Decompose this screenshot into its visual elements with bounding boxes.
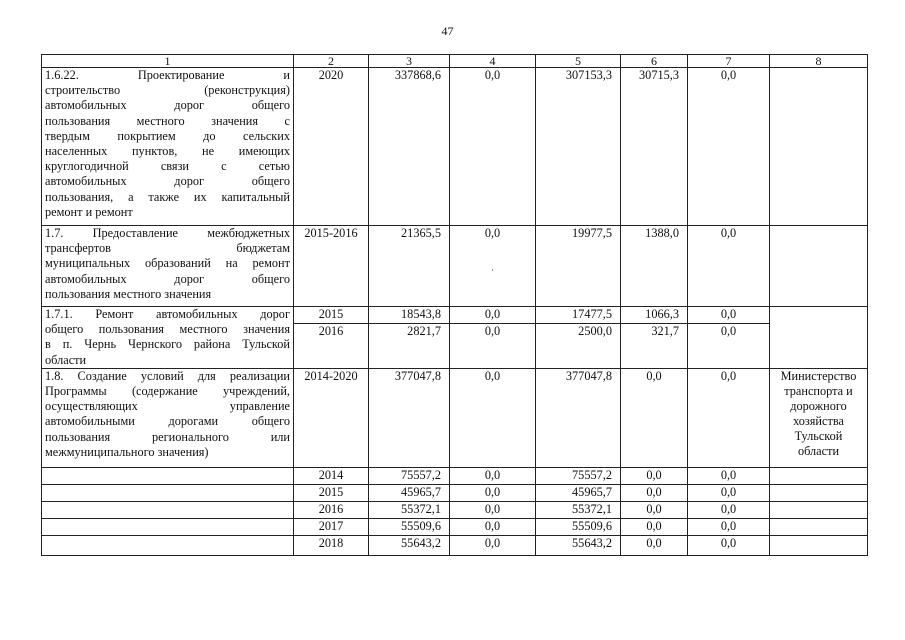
item-description: [42, 368, 294, 467]
value-cell: 0,0: [621, 518, 688, 535]
executor-cell: [770, 501, 868, 518]
program-table: [41, 54, 868, 556]
text-line: автомобильными дорогами общего: [45, 414, 290, 429]
value-cell: 0,0: [450, 484, 536, 501]
table-row: [42, 226, 868, 307]
value-cell: 0,0: [688, 307, 770, 324]
table-row: [42, 501, 868, 518]
text-line: пользования местного значения: [45, 286, 212, 301]
text-line: 1.7.1. Ремонт автомобильных дорог: [45, 307, 290, 321]
value-cell: 45965,7: [369, 484, 450, 501]
value-cell: 0,0: [688, 467, 770, 484]
value-cell: 0,0: [621, 484, 688, 501]
value-cell: 0,0: [450, 535, 536, 555]
value-cell: 19977,5: [536, 226, 621, 307]
table-row: [42, 484, 868, 501]
period-cell: 2014-2020: [294, 368, 369, 467]
text-line: пользования, а также их капитальный: [45, 189, 290, 204]
text-line: межмуниципального значения): [45, 444, 209, 459]
executor-cell: [770, 535, 868, 555]
empty-description: [42, 501, 294, 518]
value-cell: 1066,3: [621, 307, 688, 324]
value-cell: 0,0: [450, 324, 536, 369]
executor-cell: [770, 467, 868, 484]
table-row: [42, 535, 868, 555]
empty-description: [42, 518, 294, 535]
text-line: круглогодичной связи с сетью: [45, 159, 290, 174]
period-cell: 2015: [294, 484, 369, 501]
value-cell: 0,0: [688, 68, 770, 226]
table-row: [42, 368, 868, 467]
header-cell: 7: [688, 55, 770, 68]
value-cell: 55372,1: [369, 501, 450, 518]
value-cell: 337868,6: [369, 68, 450, 226]
value-cell: 0,0: [450, 307, 536, 324]
value-cell: 0,0: [621, 467, 688, 484]
period-cell: 2015: [294, 307, 369, 324]
executor-cell: [770, 226, 868, 307]
value-cell: 307153,3: [536, 68, 621, 226]
text-line: твердым покрытием до сельских: [45, 128, 290, 143]
period-cell: 2016: [294, 501, 369, 518]
text-line: муниципальных образований на ремонт: [45, 256, 290, 271]
value-cell: 0,0: [450, 467, 536, 484]
text-line: Программы (содержание учреждений,: [45, 384, 290, 399]
text-line: в п. Чернь Чернского района Тульской: [45, 337, 290, 352]
table-row: [42, 467, 868, 484]
text-line: автомобильных дорог общего: [45, 271, 290, 286]
item-description: [42, 307, 294, 369]
header-row: [42, 55, 868, 68]
value-cell: 0,0: [688, 324, 770, 369]
text-line: трансфертов бюджетам: [45, 241, 290, 256]
value-cell: 75557,2: [536, 467, 621, 484]
value-cell: 1388,0: [621, 226, 688, 307]
item-description: [42, 68, 294, 226]
header-cell: 8: [770, 55, 868, 68]
executor-cell: [770, 518, 868, 535]
value-cell: 321,7: [621, 324, 688, 369]
value-cell: 55643,2: [536, 535, 621, 555]
text-line: области: [45, 352, 87, 367]
value-cell: 0,0: [450, 68, 536, 226]
header-cell: 2: [294, 55, 369, 68]
period-cell: 2018: [294, 535, 369, 555]
table-row: [42, 68, 868, 226]
value-cell: 17477,5: [536, 307, 621, 324]
value-cell: 55509,6: [369, 518, 450, 535]
value-cell: 0,0: [688, 501, 770, 518]
text-line: пользования местного значения с: [45, 113, 290, 128]
period-cell: 2016: [294, 324, 369, 369]
value-cell: 75557,2: [369, 467, 450, 484]
text-line: населенных пунктов, не имеющих: [45, 144, 290, 159]
table-row: [42, 307, 868, 324]
value-cell: 18543,8: [369, 307, 450, 324]
header-cell: 6: [621, 55, 688, 68]
value-cell: 0,0: [450, 368, 536, 467]
header-cell: 5: [536, 55, 621, 68]
text-line: общего пользования местного значения: [45, 322, 290, 337]
empty-description: [42, 535, 294, 555]
text-line: 1.8. Создание условий для реализации: [45, 368, 290, 383]
value-cell: 0,0: [688, 518, 770, 535]
text-line: автомобильных дорог общего: [45, 98, 290, 113]
executor-cell: [770, 484, 868, 501]
value-cell: 2500,0: [536, 324, 621, 369]
value-cell: 0,0: [621, 501, 688, 518]
text-line: осуществляющих управление: [45, 399, 290, 414]
text-line: пользования регионального или: [45, 429, 290, 444]
empty-description: [42, 484, 294, 501]
table-row: [42, 518, 868, 535]
value-cell: 0,0: [688, 226, 770, 307]
text-line: автомобильных дорог общего: [45, 174, 290, 189]
value-cell: 0,0: [688, 484, 770, 501]
executor-cell: Министерство транспорта и дорожного хозяйства Тульской области: [770, 368, 868, 467]
scan-mark: ·: [491, 265, 494, 276]
header-cell: 3: [369, 55, 450, 68]
value-cell: [450, 226, 536, 307]
text-line: строительство (реконструкция): [45, 83, 290, 98]
header-cell: 1: [42, 55, 294, 68]
value-cell: 377047,8: [369, 368, 450, 467]
text-line: 1.7. Предоставление межбюджетных: [45, 226, 290, 240]
value-cell: 2821,7: [369, 324, 450, 369]
value-cell: 0,0: [621, 368, 688, 467]
value-cell: 30715,3: [621, 68, 688, 226]
value-cell: 0,0: [450, 501, 536, 518]
value-text: 0,0: [484, 226, 501, 240]
empty-description: [42, 467, 294, 484]
page-number: 47: [441, 24, 454, 38]
period-cell: 2020: [294, 68, 369, 226]
executor-cell: [770, 68, 868, 226]
period-cell: 2015-2016: [294, 226, 369, 307]
value-cell: 0,0: [688, 368, 770, 467]
value-cell: 21365,5: [369, 226, 450, 307]
period-cell: 2014: [294, 467, 369, 484]
value-cell: 55372,1: [536, 501, 621, 518]
value-cell: 0,0: [450, 518, 536, 535]
period-cell: 2017: [294, 518, 369, 535]
text-line: ремонт и ремонт: [45, 204, 133, 219]
executor-cell: [770, 307, 868, 369]
text-line: 1.6.22. Проектирование и: [45, 68, 290, 82]
value-cell: 0,0: [621, 535, 688, 555]
value-cell: 0,0: [688, 535, 770, 555]
value-cell: 55643,2: [369, 535, 450, 555]
value-cell: 45965,7: [536, 484, 621, 501]
value-cell: 55509,6: [536, 518, 621, 535]
value-cell: 377047,8: [536, 368, 621, 467]
header-cell: 4: [450, 55, 536, 68]
item-description: [42, 226, 294, 307]
